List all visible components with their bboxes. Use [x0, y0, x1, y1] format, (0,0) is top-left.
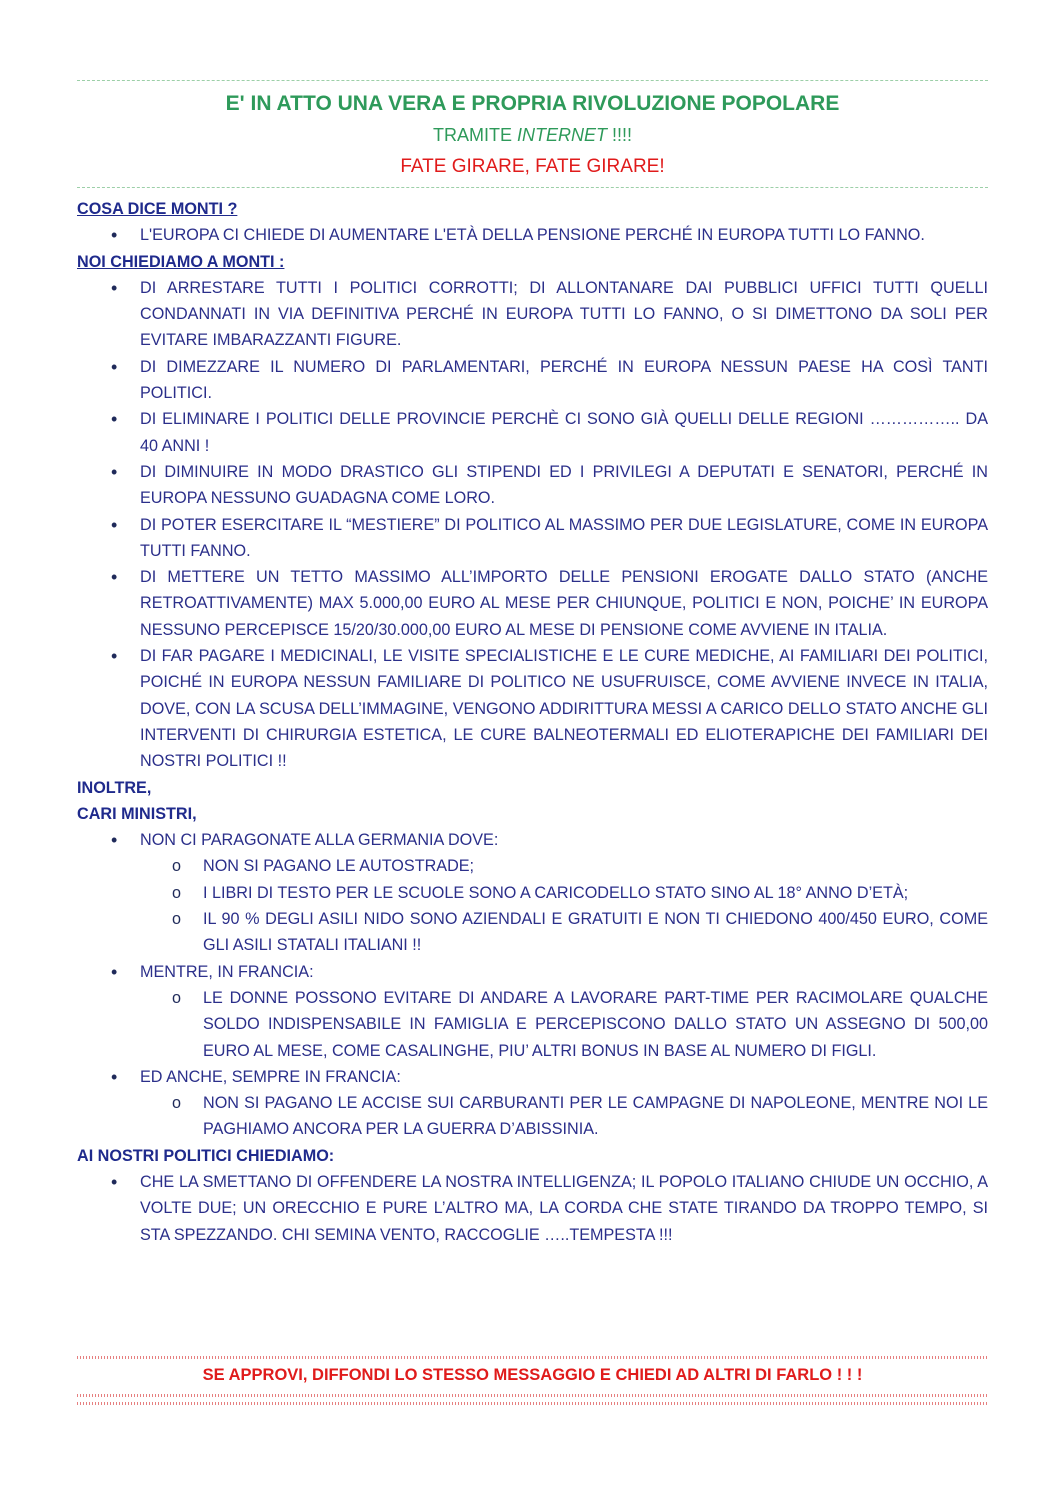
footer-divider-top [77, 1356, 988, 1359]
section-heading-we-ask-monti: NOI CHIEDIAMO A MONTI : [77, 252, 285, 271]
sub-list-item: o NON SI PAGANO LE AUTOSTRADE; [140, 853, 988, 879]
subtitle-prefix: TRAMITE [432, 125, 517, 145]
top-divider [77, 80, 988, 81]
section-heading-we-ask-politicians: AI NOSTRI POLITICI CHIEDIAMO: [77, 1146, 335, 1165]
group-label: NON CI PARAGONATE ALLA GERMANIA DOVE: [140, 831, 499, 850]
monti-says-list [77, 222, 988, 248]
footer-divider-bottom-2 [77, 1402, 988, 1405]
we-ask-monti-list [77, 275, 988, 775]
list-item-france [77, 959, 988, 1064]
france-sublist [140, 985, 988, 1064]
list-item: • DI METTERE UN TETTO MASSIMO ALL’IMPORTO DELLE PENSIONI EROGATE DALLO STATO (ANCHE RETROATTIVAMENTE) MAX 5.000,00 EURO AL MESE PER CHIUNQUE, POLITICI E NON, POICHE’ IN EUROPA NESSUNO PERCEPISCE 15/20/30.000,00 EURO AL MESE DI PENSIONE COME AVVIENE IN ITALIA. [77, 564, 988, 643]
page-subtitle [77, 125, 988, 146]
section-heading-moreover: INOLTRE, [77, 778, 152, 797]
footer-message: SE APPROVI, DIFFONDI LO STESSO MESSAGGIO E CHIEDI AD ALTRI DI FARLO ! ! ! [202, 1366, 863, 1384]
footer-divider-bottom-1 [77, 1394, 988, 1397]
list-item: • DI POTER ESERCITARE IL “MESTIERE” DI POLITICO AL MASSIMO PER DUE LEGISLATURE, COME IN EUROPA TUTTI FANNO. [77, 512, 988, 565]
list-item: • DI ELIMINARE I POLITICI DELLE PROVINCIE PERCHÈ CI SONO GIÀ QUELLI DELLE REGIONI …………….. DA 40 ANNI ! [77, 406, 988, 459]
germany-sublist [140, 853, 988, 958]
sub-list-item: o LE DONNE POSSONO EVITARE DI ANDARE A LAVORARE PART-TIME PER RACIMOLARE QUALCHE SOLDO INDISPENSABILE IN FAMIGLIA E PERCEPISCONO DALLO STATO UN ASSEGNO DI 500,00 EURO AL MESE, COME CASALINGHE, PIU’ ALTRI BONUS IN BASE AL NUMERO DI FIGLI. [140, 985, 988, 1064]
sub-list-item: o IL 90 % DEGLI ASILI NIDO SONO AZIENDALI E GRATUITI E NON TI CHIEDONO 400/450 EURO, COME GLI ASILI STATALI ITALIANI !! [140, 906, 988, 959]
list-item: • CHE LA SMETTANO DI OFFENDERE LA NOSTRA INTELLIGENZA; IL POPOLO ITALIANO CHIUDE UN OCCHIO, A VOLTE DUE; UN ORECCHIO E PURE L’ALTRO MA, LA CORDA CHE STATE TIRANDO DA TROPPO TEMPO, SI STA SPEZZANDO. CHI SEMINA VENTO, RACCOGLIE …..TEMPESTA !!! [77, 1169, 988, 1248]
document-body [77, 196, 988, 1248]
list-item-germany [77, 827, 988, 958]
header-divider [77, 187, 988, 188]
list-item: • DI DIMINUIRE IN MODO DRASTICO GLI STIPENDI ED I PRIVILEGI A DEPUTATI E SENATORI, PERCHÉ IN EUROPA NESSUNO GUADAGNA COME LORO. [77, 459, 988, 512]
we-ask-politicians-list [77, 1169, 988, 1248]
ministers-list [77, 827, 988, 1143]
list-item: • L'EUROPA CI CHIEDE DI AUMENTARE L'ETÀ DELLA PENSIONE PERCHÉ IN EUROPA TUTTI LO FANNO. [77, 222, 988, 248]
section-heading-dear-ministers: CARI MINISTRI, [77, 804, 197, 823]
page-title: E' IN ATTO UNA VERA E PROPRIA RIVOLUZIONE POPOLARE [225, 92, 840, 115]
group-label: MENTRE, IN FRANCIA: [140, 962, 314, 981]
section-heading-monti-says: COSA DICE MONTI ? [77, 200, 238, 218]
group-label: ED ANCHE, SEMPRE IN FRANCIA: [140, 1067, 401, 1086]
list-item: • DI FAR PAGARE I MEDICINALI, LE VISITE SPECIALISTICHE E LE CURE MEDICHE, AI FAMILIARI DEI POLITICI, POICHÉ IN EUROPA NESSUN FAMILIARE DI POLITICO NE USUFRUISCE, COME AVVIENE INVECE IN ITALIA, DOVE, CON LA SCUSA DELL’IMMAGINE, VENGONO ADDIRITTURA MESSI A CARICO DELLO STATO ANCHE GLI INTERVENTI DI CHIRURGIA ESTETICA, LE CURE BALNEOTERMALI ED ELIOTERAPICHE DEI FAMILIARI DEI NOSTRI POLITICI !! [77, 643, 988, 774]
subtitle-suffix: !!!! [606, 125, 632, 145]
list-item: • DI ARRESTARE TUTTI I POLITICI CORROTTI; DI ALLONTANARE DAI PUBBLICI UFFICI TUTTI QUELLI CONDANNATI IN VIA DEFINITIVA PERCHÉ IN EUROPA TUTTI LO FANNO, O SI DIMETTONO DA SOLI PER EVITARE IMBARAZZANTI FIGURE. [77, 275, 988, 354]
subtitle-italic: INTERNET [516, 125, 607, 145]
list-item: • DI DIMEZZARE IL NUMERO DI PARLAMENTARI, PERCHÉ IN EUROPA NESSUN PAESE HA COSÌ TANTI POLITICI. [77, 354, 988, 407]
call-to-share: FATE GIRARE, FATE GIRARE! [400, 156, 665, 177]
list-item-france-also [77, 1064, 988, 1143]
sub-list-item: o NON SI PAGANO LE ACCISE SUI CARBURANTI PER LE CAMPAGNE DI NAPOLEONE, MENTRE NOI LE PAGHIAMO ANCORA PER LA GUERRA D’ABISSINIA. [140, 1090, 988, 1143]
sub-list-item: o I LIBRI DI TESTO PER LE SCUOLE SONO A CARICODELLO STATO SINO AL 18° ANNO D’ETÀ; [140, 880, 988, 906]
france-also-sublist [140, 1090, 988, 1143]
